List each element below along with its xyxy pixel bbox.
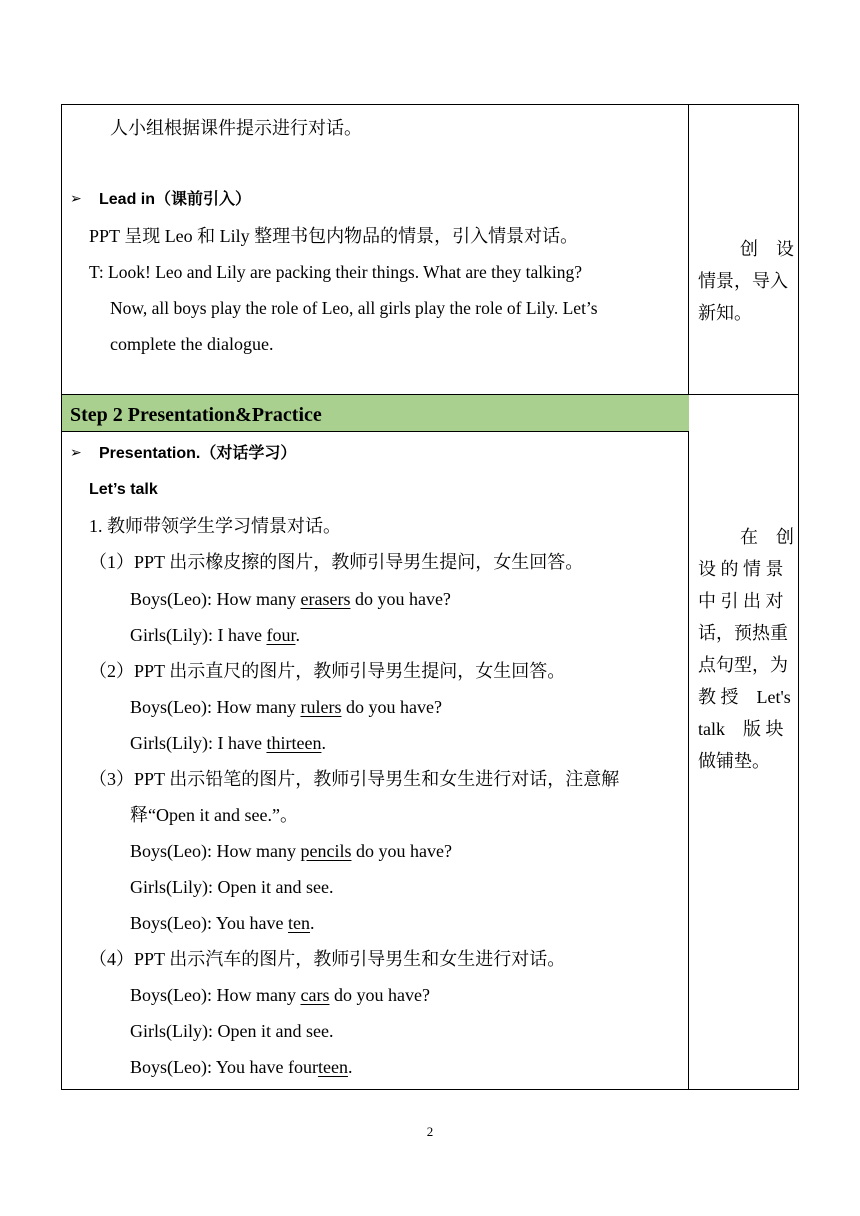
underlined-word: cars (300, 985, 330, 1005)
section-3-reply: Boys(Leo): You have ten. (130, 913, 315, 933)
underlined-word: pencils (300, 841, 352, 861)
row1-side-line-1: 创 设 (740, 239, 794, 259)
step2-side-line-7: talk 版 块 (698, 719, 784, 739)
lead-in-title: Lead in（课前引入） (99, 191, 252, 208)
section-3-intro-line-1: （3）PPT 出示铅笔的图片，教师引导男生和女生进行对话，注意解 (89, 769, 620, 789)
step2-side-line-3: 中 引 出 对 (698, 591, 784, 611)
section-3-question: Boys(Leo): How many pencils do you have? (130, 841, 452, 861)
lets-talk-label: Let’s talk (89, 481, 158, 498)
section-4-intro: （4）PPT 出示汽车的图片，教师引导男生和女生进行对话。 (89, 949, 566, 969)
row1-continuation-text: 人小组根据课件提示进行对话。 (110, 118, 362, 138)
underlined-word: four (266, 625, 296, 645)
section-1-answer: Girls(Lily): I have four. (130, 625, 300, 645)
table-left-border (61, 104, 62, 1090)
underlined-word: erasers (300, 589, 351, 609)
section-2-intro: （2）PPT 出示直尺的图片，教师引导男生提问，女生回答。 (89, 661, 566, 681)
section-4-answer: Girls(Lily): Open it and see. (130, 1021, 334, 1041)
section-3-answer: Girls(Lily): Open it and see. (130, 877, 334, 897)
step2-side-line-1: 在 创 (740, 527, 794, 547)
section-4-reply: Boys(Leo): You have fourteen. (130, 1057, 353, 1077)
step2-side-line-4: 话，预热重 (698, 623, 788, 643)
step2-side-line-6: 教 授 Let's (698, 687, 791, 707)
section-1-question: Boys(Leo): How many erasers do you have? (130, 589, 451, 609)
presentation-title: Presentation.（对话学习） (99, 445, 297, 462)
item-1-text: 1. 教师带领学生学习情景对话。 (89, 516, 341, 536)
step2-side-line-8: 做铺垫。 (698, 751, 770, 771)
section-3-intro-line-2: 释“Open it and see.”。 (130, 805, 298, 825)
table-bottom-border (61, 1089, 799, 1090)
underlined-word: teen (317, 1057, 348, 1077)
row1-side-line-3: 新知。 (698, 303, 752, 323)
lead-in-teacher-line-2: Now, all boys play the role of Leo, all girls play the role of Lily. Let’s (110, 298, 598, 318)
lead-in-ppt-line: PPT 呈现 Leo 和 Lily 整理书包内物品的情景，引入情景对话。 (89, 226, 579, 246)
arrow-bullet-icon: ➢ (70, 446, 82, 461)
step2-side-line-5: 点句型，为 (698, 655, 788, 675)
lead-in-teacher-line-1: T: Look! Leo and Lily are packing their things. What are they talking? (89, 262, 583, 282)
section-2-answer: Girls(Lily): I have thirteen. (130, 733, 326, 753)
arrow-bullet-icon: ➢ (70, 192, 82, 207)
section-4-question: Boys(Leo): How many cars do you have? (130, 985, 430, 1005)
underlined-word: rulers (300, 697, 342, 717)
underlined-word: thirteen (266, 733, 322, 753)
section-2-question: Boys(Leo): How many rulers do you have? (130, 697, 442, 717)
table-column-divider (688, 104, 689, 1090)
lead-in-teacher-line-3: complete the dialogue. (110, 334, 274, 354)
section-1-intro: （1）PPT 出示橡皮擦的图片，教师引导男生提问，女生回答。 (89, 552, 584, 572)
page-number: 2 (426, 1124, 434, 1139)
step2-header-title: Step 2 Presentation&Practice (70, 404, 322, 426)
table-right-border (798, 104, 799, 1090)
step2-side-line-2: 设 的 情 景 (698, 559, 784, 579)
underlined-word: ten (288, 913, 310, 933)
row1-side-line-2: 情景，导入 (698, 271, 788, 291)
